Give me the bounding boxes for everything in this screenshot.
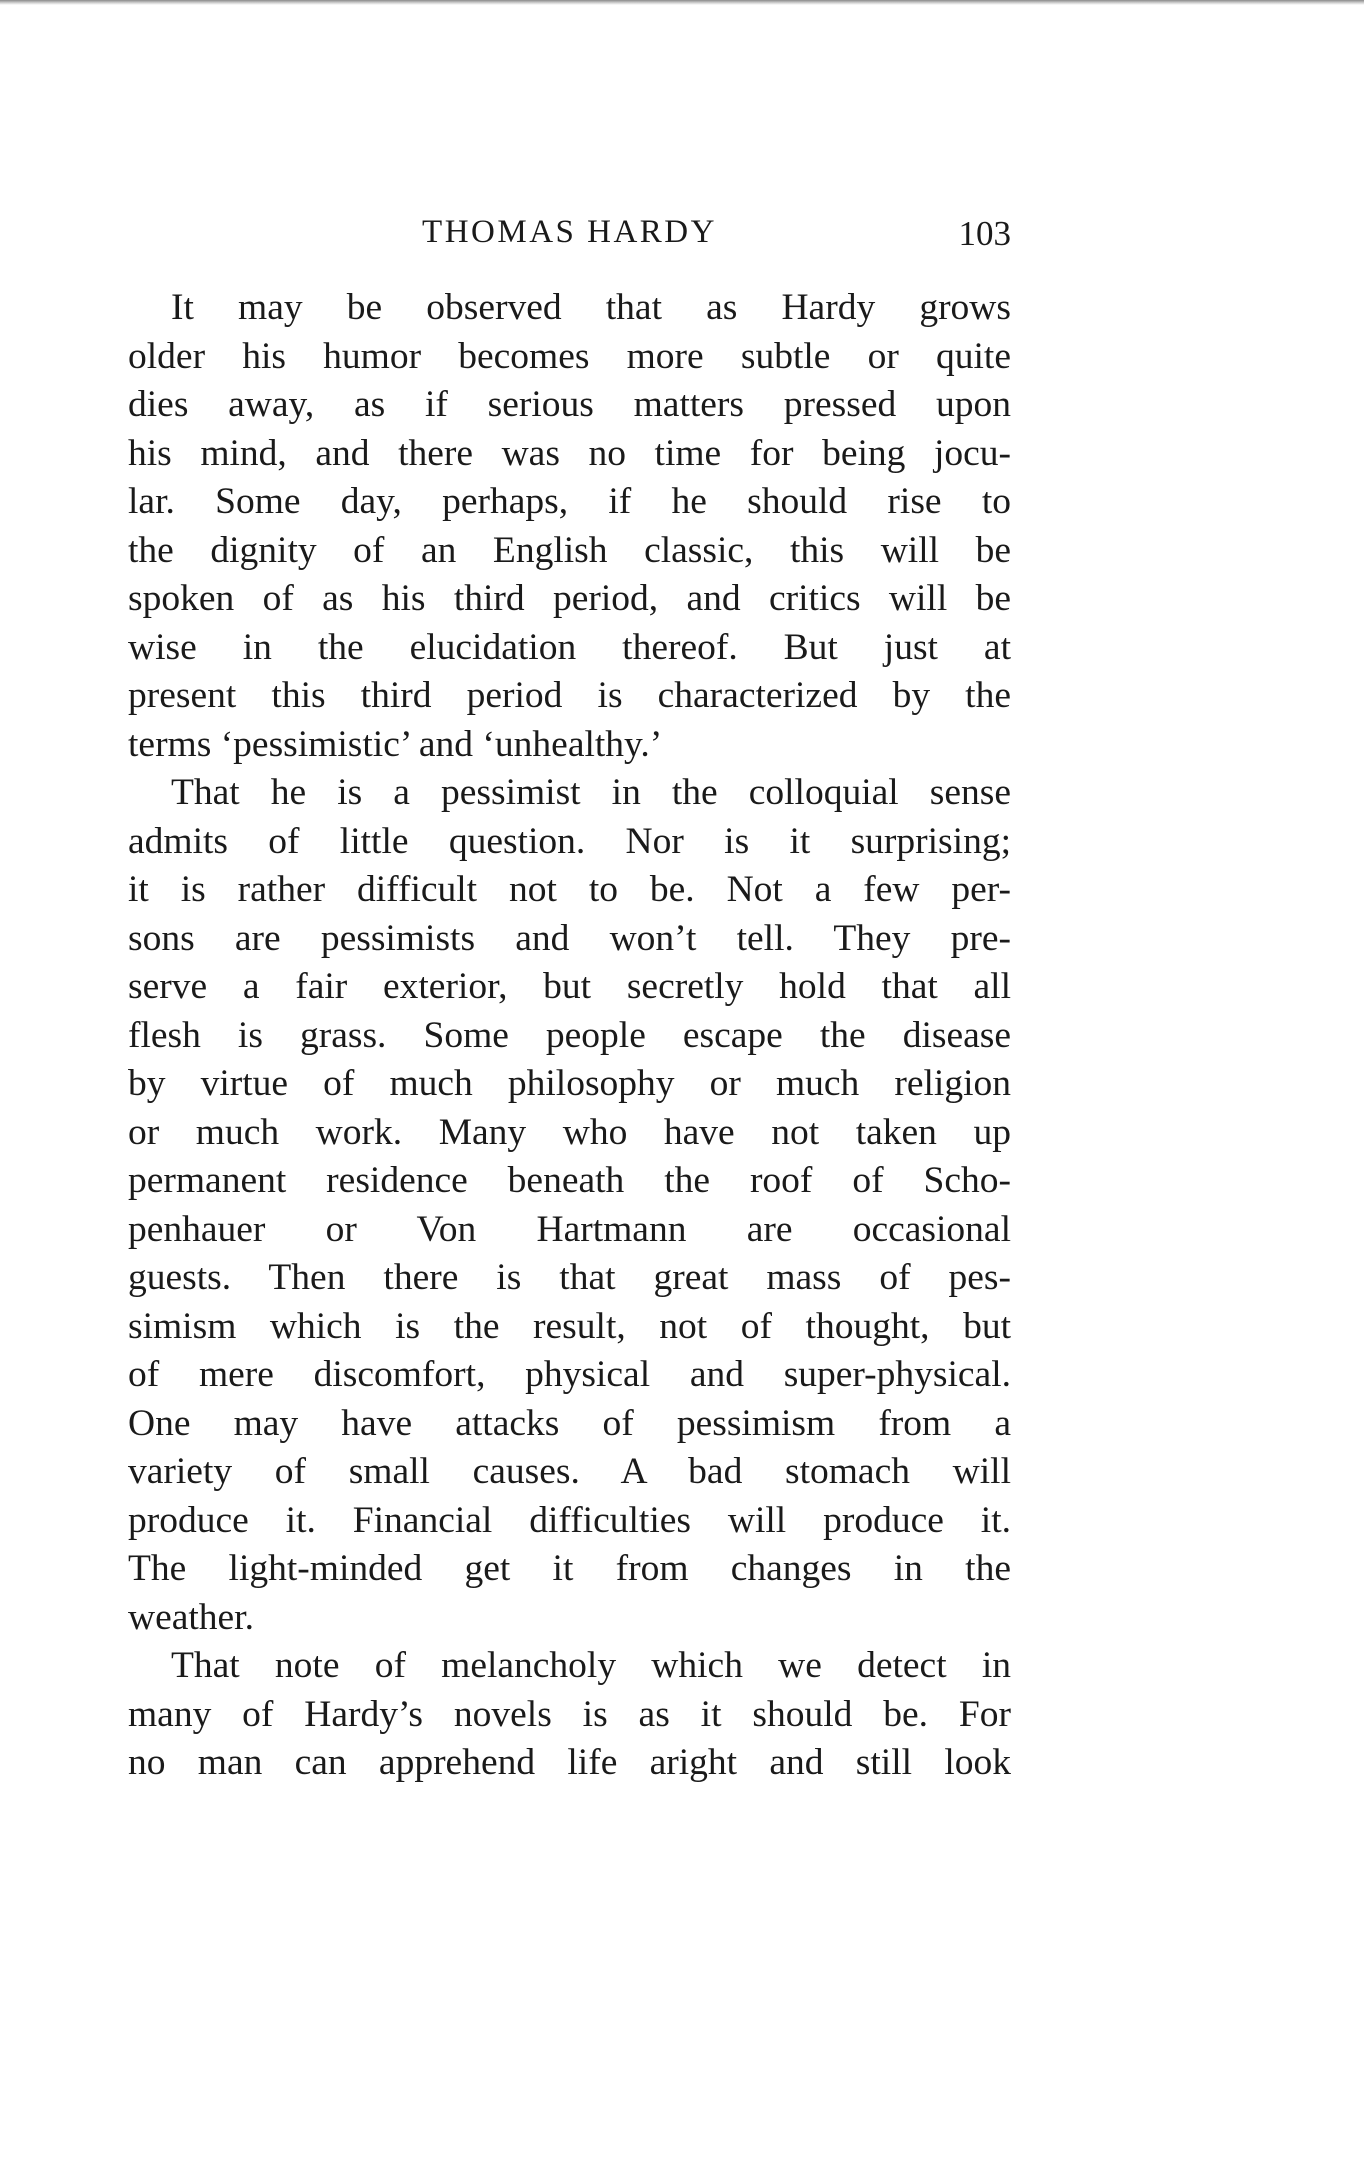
paragraph-1 [128, 284, 1011, 769]
text-line: simism which is the result, not of thought, but [128, 1305, 1011, 1347]
text-line: terms ‘pessimistic’ and ‘unhealthy.’ [128, 723, 663, 765]
text-line: serve a fair exterior, but secretly hold that all [128, 966, 1011, 1007]
running-title: THOMAS HARDY [422, 214, 717, 250]
text-line: wise in the elucidation thereof. But just at [128, 626, 1011, 668]
text-line: no man can apprehend life aright and still look [128, 1742, 1011, 1783]
page-top-edge [0, 0, 1364, 5]
text-line: spoken of as his third period, and critics will be [128, 578, 1011, 619]
running-header [128, 214, 1011, 264]
text-line: the dignity of an English classic, this will be [128, 529, 1011, 571]
text-line: The light-minded get it from changes in the [128, 1548, 1011, 1589]
text-line: produce it. Financial difficulties will produce it. [128, 1499, 1011, 1541]
text-line: older his humor becomes more subtle or quite [128, 335, 1011, 377]
text-line: dies away, as if serious matters pressed upon [128, 384, 1011, 425]
paragraph-2 [128, 769, 1011, 1642]
text-line: it is rather difficult not to be. Not a few per- [128, 869, 1011, 910]
text-line: One may have attacks of pessimism from a [128, 1402, 1011, 1444]
text-line: weather. [128, 1596, 254, 1638]
text-line: flesh is grass. Some people escape the disease [128, 1014, 1011, 1056]
text-line: or much work. Many who have not taken up [128, 1111, 1011, 1153]
text-line: admits of little question. Nor is it surprising; [128, 820, 1011, 862]
text-line: guests. Then there is that great mass of pes- [128, 1257, 1011, 1298]
text-line: lar. Some day, perhaps, if he should rise to [128, 481, 1011, 522]
body-text [128, 284, 1011, 1788]
text-line: sons are pessimists and won’t tell. They pre- [128, 917, 1011, 959]
text-line: penhauer or Von Hartmann are occasional [128, 1208, 1011, 1250]
text-line: of mere discomfort, physical and super-physical. [128, 1354, 1011, 1395]
page-number: 103 [958, 214, 1011, 253]
text-line: present this third period is characterized by the [128, 675, 1011, 716]
text-line: That note of melancholy which we detect in [171, 1645, 1011, 1686]
text-line: That he is a pessimist in the colloquial sense [171, 772, 1011, 813]
text-line: permanent residence beneath the roof of Scho- [128, 1160, 1011, 1201]
text-line: his mind, and there was no time for being jocu- [128, 432, 1011, 474]
text-line: by virtue of much philosophy or much religion [128, 1063, 1011, 1104]
paragraph-3 [128, 1642, 1011, 1788]
text-line: It may be observed that as Hardy grows [171, 287, 1011, 328]
text-line: many of Hardy’s novels is as it should be. For [128, 1693, 1011, 1735]
text-line: variety of small causes. A bad stomach will [128, 1451, 1011, 1492]
